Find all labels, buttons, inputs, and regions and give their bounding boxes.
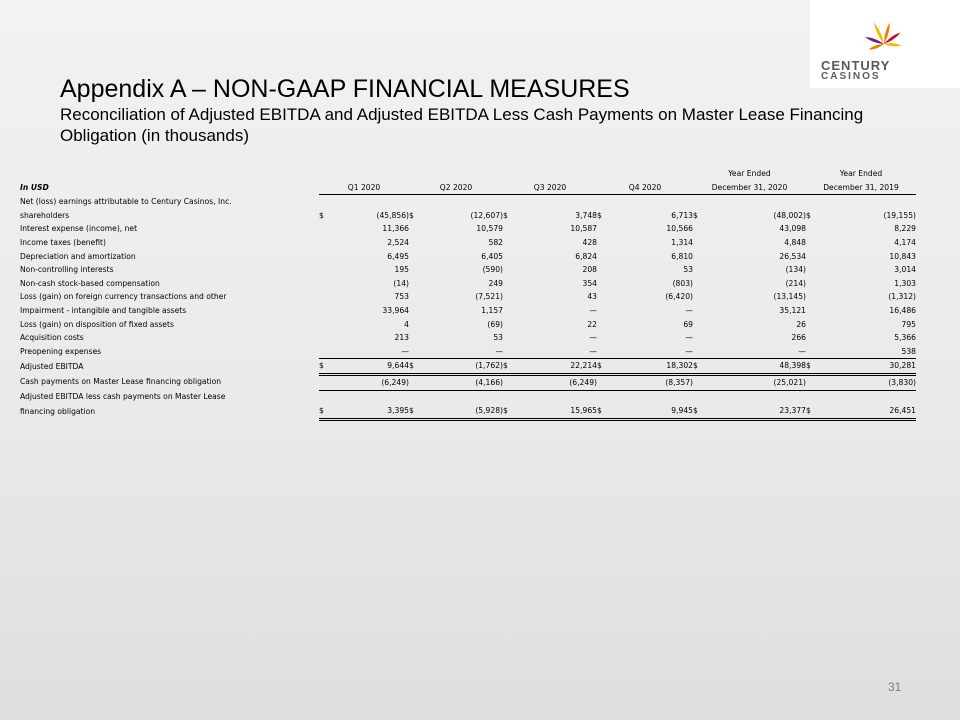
- currency-symbol: [806, 290, 820, 304]
- value-cell: —: [517, 345, 597, 359]
- cell-spacer: [409, 390, 503, 404]
- row-label: Adjusted EBITDA: [20, 361, 84, 371]
- value-cell: 22: [587, 319, 597, 329]
- currency-symbol: $: [319, 210, 324, 220]
- logo-text-century: CENTURY: [821, 58, 891, 73]
- currency-symbol: [503, 222, 517, 236]
- row-label: Non-controlling interests: [20, 265, 114, 275]
- currency-symbol: [409, 304, 423, 318]
- value-cell: 11,366: [382, 224, 409, 234]
- currency-symbol: $: [597, 404, 611, 419]
- header-spacer: [409, 167, 503, 181]
- currency-symbol: [693, 290, 707, 304]
- currency-symbol: $: [319, 359, 333, 375]
- currency-symbol: [409, 345, 423, 359]
- value-cell: —: [333, 345, 409, 359]
- logo-text-casinos: CASINOS: [821, 71, 881, 82]
- value-cell: 10,843: [889, 251, 916, 261]
- value-cell: (6,249): [517, 374, 597, 390]
- value-cell: (590): [482, 265, 503, 275]
- value-cell: 9,644: [333, 359, 409, 375]
- currency-symbol: [503, 374, 517, 390]
- table-row: [20, 359, 916, 375]
- value-cell: (69): [487, 319, 503, 329]
- table-row: [20, 236, 916, 250]
- value-cell: (45,856): [376, 210, 409, 220]
- value-cell: 10,566: [666, 224, 693, 234]
- value-cell: 16,486: [889, 305, 916, 315]
- value-cell: (13,145): [773, 292, 806, 302]
- cell-spacer: [597, 390, 693, 404]
- currency-symbol: [319, 263, 333, 277]
- header-year-ended: Year Ended: [839, 169, 883, 178]
- currency-symbol: [319, 277, 333, 291]
- value-cell: 3,395: [333, 404, 409, 419]
- currency-symbol: [597, 374, 611, 390]
- currency-symbol: [503, 250, 517, 264]
- value-cell: (1,312): [888, 292, 916, 302]
- currency-symbol: [409, 263, 423, 277]
- value-cell: 23,377: [707, 404, 806, 419]
- value-cell: 195: [394, 265, 409, 275]
- header-year-ended: Year Ended: [728, 169, 771, 178]
- currency-symbol: [597, 331, 611, 345]
- currency-symbol: $: [597, 359, 611, 375]
- currency-symbol: $: [319, 404, 333, 419]
- value-cell: (7,521): [475, 292, 503, 302]
- value-cell: 6,405: [481, 251, 503, 261]
- value-cell: 6,495: [387, 251, 409, 261]
- value-cell: 26,451: [820, 404, 916, 419]
- row-label: Depreciation and amortization: [20, 251, 136, 261]
- currency-symbol: [806, 345, 820, 359]
- column-header: Q3 2020: [503, 181, 597, 195]
- currency-symbol: $: [503, 404, 517, 419]
- value-cell: 26,534: [779, 251, 806, 261]
- currency-symbol: [693, 236, 707, 250]
- value-cell: 6,824: [575, 251, 597, 261]
- value-cell: 22,214: [517, 359, 597, 375]
- currency-symbol: [409, 236, 423, 250]
- column-header: Q4 2020: [597, 181, 693, 195]
- currency-symbol: [806, 222, 820, 236]
- currency-symbol: [693, 250, 707, 264]
- currency-symbol: $: [806, 210, 811, 220]
- currency-symbol: [806, 318, 820, 332]
- header-spacer: [20, 167, 319, 181]
- currency-symbol: [503, 236, 517, 250]
- currency-symbol: [319, 236, 333, 250]
- value-cell: 1,314: [671, 237, 693, 247]
- table-row: [20, 404, 916, 419]
- currency-symbol: [409, 290, 423, 304]
- value-cell: 33,964: [382, 305, 409, 315]
- value-cell: 43,098: [779, 224, 806, 234]
- table-row-label: [20, 390, 916, 404]
- value-cell: (14): [393, 278, 409, 288]
- table-row: [20, 374, 916, 390]
- currency-symbol: [597, 290, 611, 304]
- value-cell: (134): [785, 265, 806, 275]
- table-body: [20, 167, 916, 419]
- value-cell: 30,281: [820, 359, 916, 375]
- table-row: [20, 209, 916, 223]
- value-cell: (8,357): [611, 374, 693, 390]
- value-cell: (3,830): [820, 374, 916, 390]
- unit-label: In USD: [20, 182, 49, 192]
- row-label: Loss (gain) on foreign currency transactions and other: [20, 292, 227, 302]
- currency-symbol: [319, 345, 333, 359]
- cell-spacer: [409, 195, 503, 209]
- value-cell: 48,398: [707, 359, 806, 375]
- table-row: [20, 290, 916, 304]
- value-cell: 249: [488, 278, 503, 288]
- currency-symbol: $: [693, 210, 698, 220]
- page-number: 31: [888, 680, 902, 694]
- header-spacer: [319, 167, 409, 181]
- currency-symbol: [693, 222, 707, 236]
- value-cell: (6,249): [333, 374, 409, 390]
- header-row-periods: [20, 181, 916, 195]
- cell-spacer: [693, 195, 806, 209]
- column-header: Q2 2020: [409, 181, 503, 195]
- currency-symbol: [503, 331, 517, 345]
- century-casinos-logo: [810, 0, 960, 88]
- currency-symbol: [503, 318, 517, 332]
- row-label: Non-cash stock-based compensation: [20, 278, 160, 288]
- currency-symbol: $: [806, 359, 820, 375]
- value-cell: 6,713: [671, 210, 693, 220]
- value-cell: 2,524: [387, 237, 409, 247]
- value-cell: 53: [493, 333, 503, 343]
- row-label: Loss (gain) on disposition of fixed assets: [20, 319, 174, 329]
- currency-symbol: [597, 236, 611, 250]
- currency-symbol: [806, 304, 820, 318]
- value-cell: —: [685, 305, 693, 315]
- value-cell: 10,587: [570, 224, 597, 234]
- table-row: [20, 250, 916, 264]
- cell-spacer: [503, 195, 597, 209]
- cell-spacer: [319, 390, 409, 404]
- currency-symbol: [409, 277, 423, 291]
- header-spacer: [503, 167, 597, 181]
- currency-symbol: $: [503, 359, 517, 375]
- row-label: shareholders: [20, 210, 70, 220]
- cell-spacer: [806, 195, 916, 209]
- century-casinos-logo-mark: [810, 0, 960, 88]
- table-row: [20, 263, 916, 277]
- header-spacer: [597, 167, 693, 181]
- cell-spacer: [597, 195, 693, 209]
- table-row: [20, 304, 916, 318]
- row-label: Income taxes (benefit): [20, 237, 106, 247]
- value-cell: 354: [582, 278, 597, 288]
- currency-symbol: [806, 236, 820, 250]
- slide-subtitle: Reconciliation of Adjusted EBITDA and Adjusted EBITDA Less Cash Payments on Master Lease Financing Obligation (in thousands): [60, 105, 864, 145]
- table-row: [20, 331, 916, 345]
- value-cell: (6,420): [665, 292, 693, 302]
- row-label: Cash payments on Master Lease financing obligation: [20, 377, 222, 387]
- value-cell: (803): [672, 278, 693, 288]
- value-cell: 10,579: [476, 224, 503, 234]
- row-label: Adjusted EBITDA less cash payments on Master Lease: [20, 392, 226, 402]
- value-cell: 4: [404, 319, 409, 329]
- currency-symbol: [503, 304, 517, 318]
- currency-symbol: [806, 331, 820, 345]
- currency-symbol: [597, 250, 611, 264]
- value-cell: —: [707, 345, 806, 359]
- value-cell: 538: [820, 345, 916, 359]
- currency-symbol: [693, 374, 707, 390]
- currency-symbol: [409, 250, 423, 264]
- value-cell: 35,121: [779, 305, 806, 315]
- value-cell: 43: [587, 292, 597, 302]
- value-cell: (48,002): [773, 210, 806, 220]
- value-cell: 4,174: [894, 237, 916, 247]
- currency-symbol: [806, 374, 820, 390]
- currency-symbol: $: [503, 210, 508, 220]
- currency-symbol: $: [806, 404, 820, 419]
- value-cell: 3,014: [894, 265, 916, 275]
- currency-symbol: [806, 250, 820, 264]
- currency-symbol: [597, 222, 611, 236]
- value-cell: 1,303: [894, 278, 916, 288]
- currency-symbol: $: [409, 210, 414, 220]
- currency-symbol: [597, 304, 611, 318]
- cell-spacer: [693, 390, 806, 404]
- value-cell: —: [611, 345, 693, 359]
- currency-symbol: [806, 263, 820, 277]
- value-cell: (19,155): [883, 210, 916, 220]
- currency-symbol: [806, 277, 820, 291]
- value-cell: 428: [582, 237, 597, 247]
- value-cell: —: [685, 333, 693, 343]
- currency-symbol: $: [409, 404, 423, 419]
- column-header: Q1 2020: [319, 181, 409, 195]
- value-cell: 3,748: [575, 210, 597, 220]
- currency-symbol: [597, 345, 611, 359]
- value-cell: 266: [791, 333, 806, 343]
- currency-symbol: [319, 290, 333, 304]
- currency-symbol: [319, 250, 333, 264]
- currency-symbol: [597, 263, 611, 277]
- currency-symbol: [693, 304, 707, 318]
- cell-spacer: [319, 195, 409, 209]
- currency-symbol: [503, 277, 517, 291]
- currency-symbol: [319, 374, 333, 390]
- cell-spacer: [806, 390, 916, 404]
- row-label: Acquisition costs: [20, 333, 84, 343]
- value-cell: (25,021): [707, 374, 806, 390]
- table-row: [20, 222, 916, 236]
- table-row: [20, 318, 916, 332]
- value-cell: 753: [394, 292, 409, 302]
- row-label: Preopening expenses: [20, 346, 102, 356]
- value-cell: 69: [683, 319, 693, 329]
- currency-symbol: [409, 331, 423, 345]
- currency-symbol: $: [693, 359, 707, 375]
- currency-symbol: $: [597, 210, 602, 220]
- currency-symbol: [319, 304, 333, 318]
- currency-symbol: [319, 222, 333, 236]
- value-cell: (214): [785, 278, 806, 288]
- value-cell: (1,762): [423, 359, 503, 375]
- currency-symbol: [597, 277, 611, 291]
- value-cell: 213: [394, 333, 409, 343]
- currency-symbol: [693, 318, 707, 332]
- value-cell: —: [589, 305, 597, 315]
- currency-symbol: [693, 331, 707, 345]
- value-cell: 1,157: [481, 305, 503, 315]
- row-label: financing obligation: [20, 406, 96, 416]
- cell-spacer: [503, 390, 597, 404]
- value-cell: 5,366: [894, 333, 916, 343]
- currency-symbol: [693, 277, 707, 291]
- currency-symbol: [693, 263, 707, 277]
- row-label: Interest expense (income), net: [20, 224, 138, 234]
- column-header: December 31, 2020: [693, 181, 806, 195]
- currency-symbol: [409, 318, 423, 332]
- currency-symbol: [693, 345, 707, 359]
- value-cell: 6,810: [671, 251, 693, 261]
- value-cell: 53: [683, 265, 693, 275]
- header-row-year-ended: [20, 167, 916, 181]
- currency-symbol: [319, 318, 333, 332]
- currency-symbol: [409, 374, 423, 390]
- table-row: [20, 277, 916, 291]
- value-cell: 15,965: [517, 404, 597, 419]
- value-cell: 582: [488, 237, 503, 247]
- currency-symbol: $: [693, 404, 707, 419]
- currency-symbol: [503, 290, 517, 304]
- value-cell: (5,928): [423, 404, 503, 419]
- table-row: [20, 345, 916, 359]
- column-header: December 31, 2019: [806, 181, 916, 195]
- table-row-label: [20, 195, 916, 209]
- slide-title: Appendix A – NON-GAAP FINANCIAL MEASURES: [60, 75, 630, 103]
- value-cell: 26: [796, 319, 806, 329]
- value-cell: 208: [582, 265, 597, 275]
- currency-symbol: [503, 263, 517, 277]
- row-label: Impairment - intangible and tangible assets: [20, 305, 187, 315]
- value-cell: (4,166): [423, 374, 503, 390]
- value-cell: (12,607): [470, 210, 503, 220]
- currency-symbol: [597, 318, 611, 332]
- currency-symbol: [503, 345, 517, 359]
- value-cell: 4,848: [784, 237, 806, 247]
- value-cell: 8,229: [894, 224, 916, 234]
- value-cell: 9,945: [611, 404, 693, 419]
- value-cell: 18,302: [611, 359, 693, 375]
- currency-symbol: [319, 331, 333, 345]
- currency-symbol: $: [409, 359, 423, 375]
- value-cell: —: [589, 333, 597, 343]
- currency-symbol: [409, 222, 423, 236]
- value-cell: —: [423, 345, 503, 359]
- value-cell: 795: [901, 319, 916, 329]
- ebitda-reconciliation-table: [20, 167, 916, 421]
- row-label: Net (loss) earnings attributable to Century Casinos, Inc.: [20, 196, 232, 206]
